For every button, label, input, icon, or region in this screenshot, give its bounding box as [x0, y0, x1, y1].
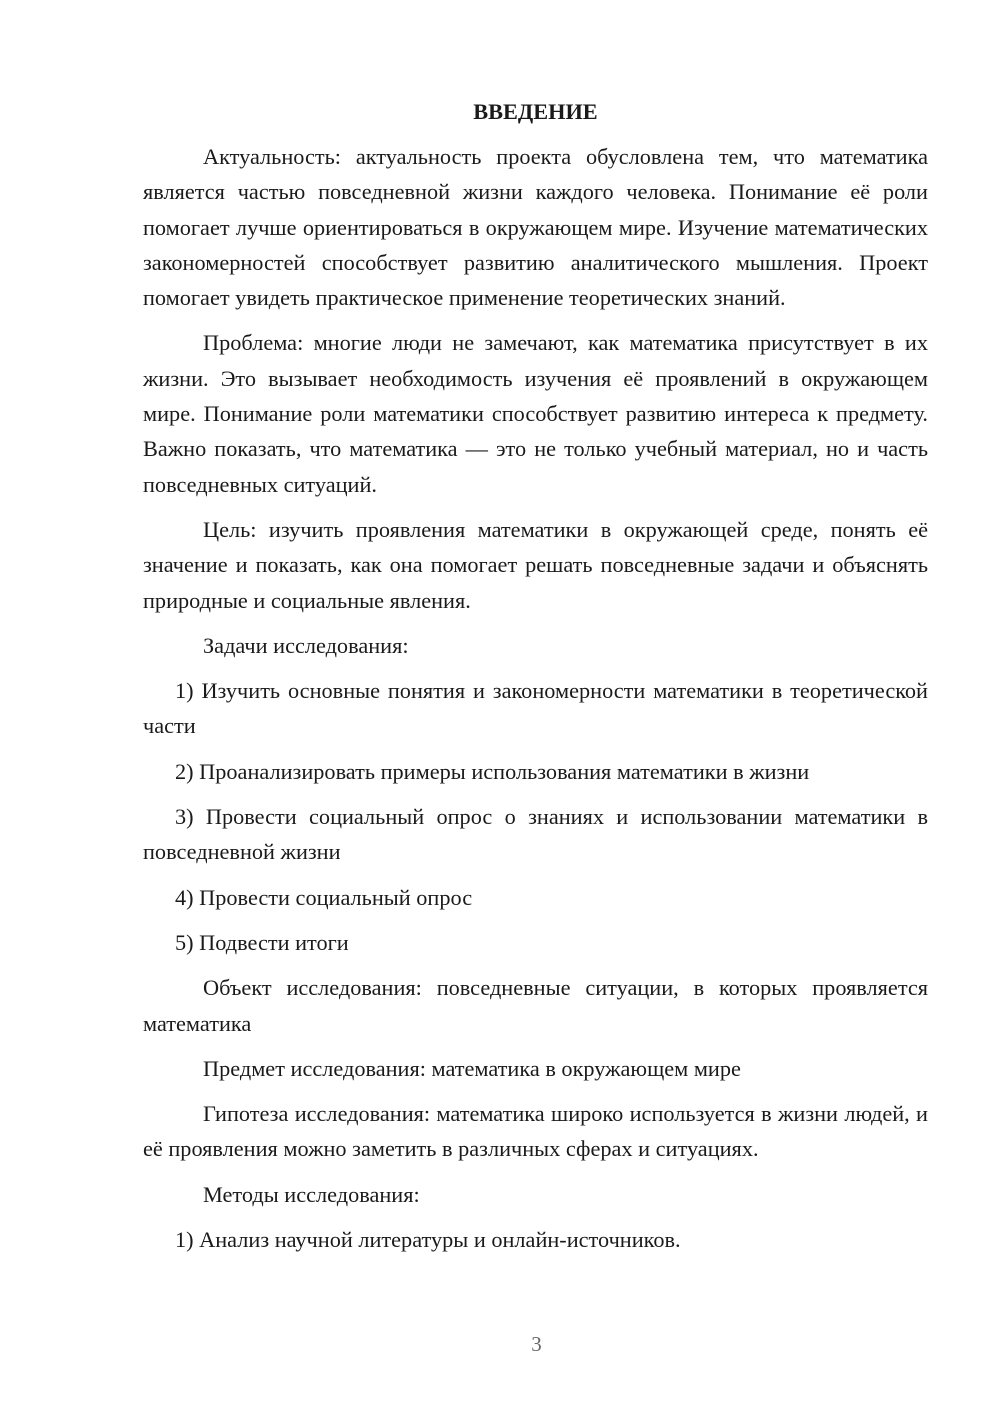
document-page — [143, 94, 928, 1267]
task-item-1: 1) Изучить основные понятия и закономерности математики в теоретической части — [143, 678, 928, 739]
task-item-3: 3) Провести социальный опрос о знаниях и использовании математики в повседневной жизни — [143, 804, 928, 865]
task-item-5: 5) Подвести итоги — [175, 929, 349, 955]
task-item-4: 4) Провести социальный опрос — [175, 884, 473, 910]
section-title: ВВЕДЕНИЕ — [473, 99, 598, 124]
research-hypothesis: Гипотеза исследования: математика широко используется в жизни людей, и её проявления можно заметить в различных сферах и ситуациях. — [143, 1101, 928, 1162]
page-number: 3 — [531, 1332, 542, 1356]
method-item-1: 1) Анализ научной литературы и онлайн-источников. — [175, 1227, 681, 1253]
research-object: Объект исследования: повседневные ситуации, в которых проявляется математика — [143, 975, 928, 1036]
research-subject: Предмет исследования: математика в окружающем мире — [203, 1055, 741, 1081]
methods-heading: Методы исследования: — [203, 1181, 420, 1207]
tasks-heading: Задачи исследования: — [203, 632, 409, 658]
goal-paragraph: Цель: изучить проявления математики в окружающей среде, понять её значение и показать, как она помогает решать повседневные задачи и объяснять природные и социальные явления. — [143, 516, 928, 613]
problem-paragraph: Проблема: многие люди не замечают, как математика присутствует в их жизни. Это вызывает необходимость изучения её проявлений в окружающем мире. Понимание роли математики способствует развитию интереса к предмету. Важно показать, что математика — это не только учебный материал, но и часть повседневных ситуаций. — [143, 330, 928, 497]
task-item-2: 2) Проанализировать примеры использования математики в жизни — [175, 758, 810, 784]
relevance-paragraph: Актуальность: актуальность проекта обусловлена тем, что математика является частью повседневной жизни каждого человека. Понимание её роли помогает лучше ориентироваться в окружающем мире. Изучение математических закономерностей способствует развитию аналитического мышления. Проект помогает увидеть практическое применение теоретических знаний. — [143, 144, 928, 311]
